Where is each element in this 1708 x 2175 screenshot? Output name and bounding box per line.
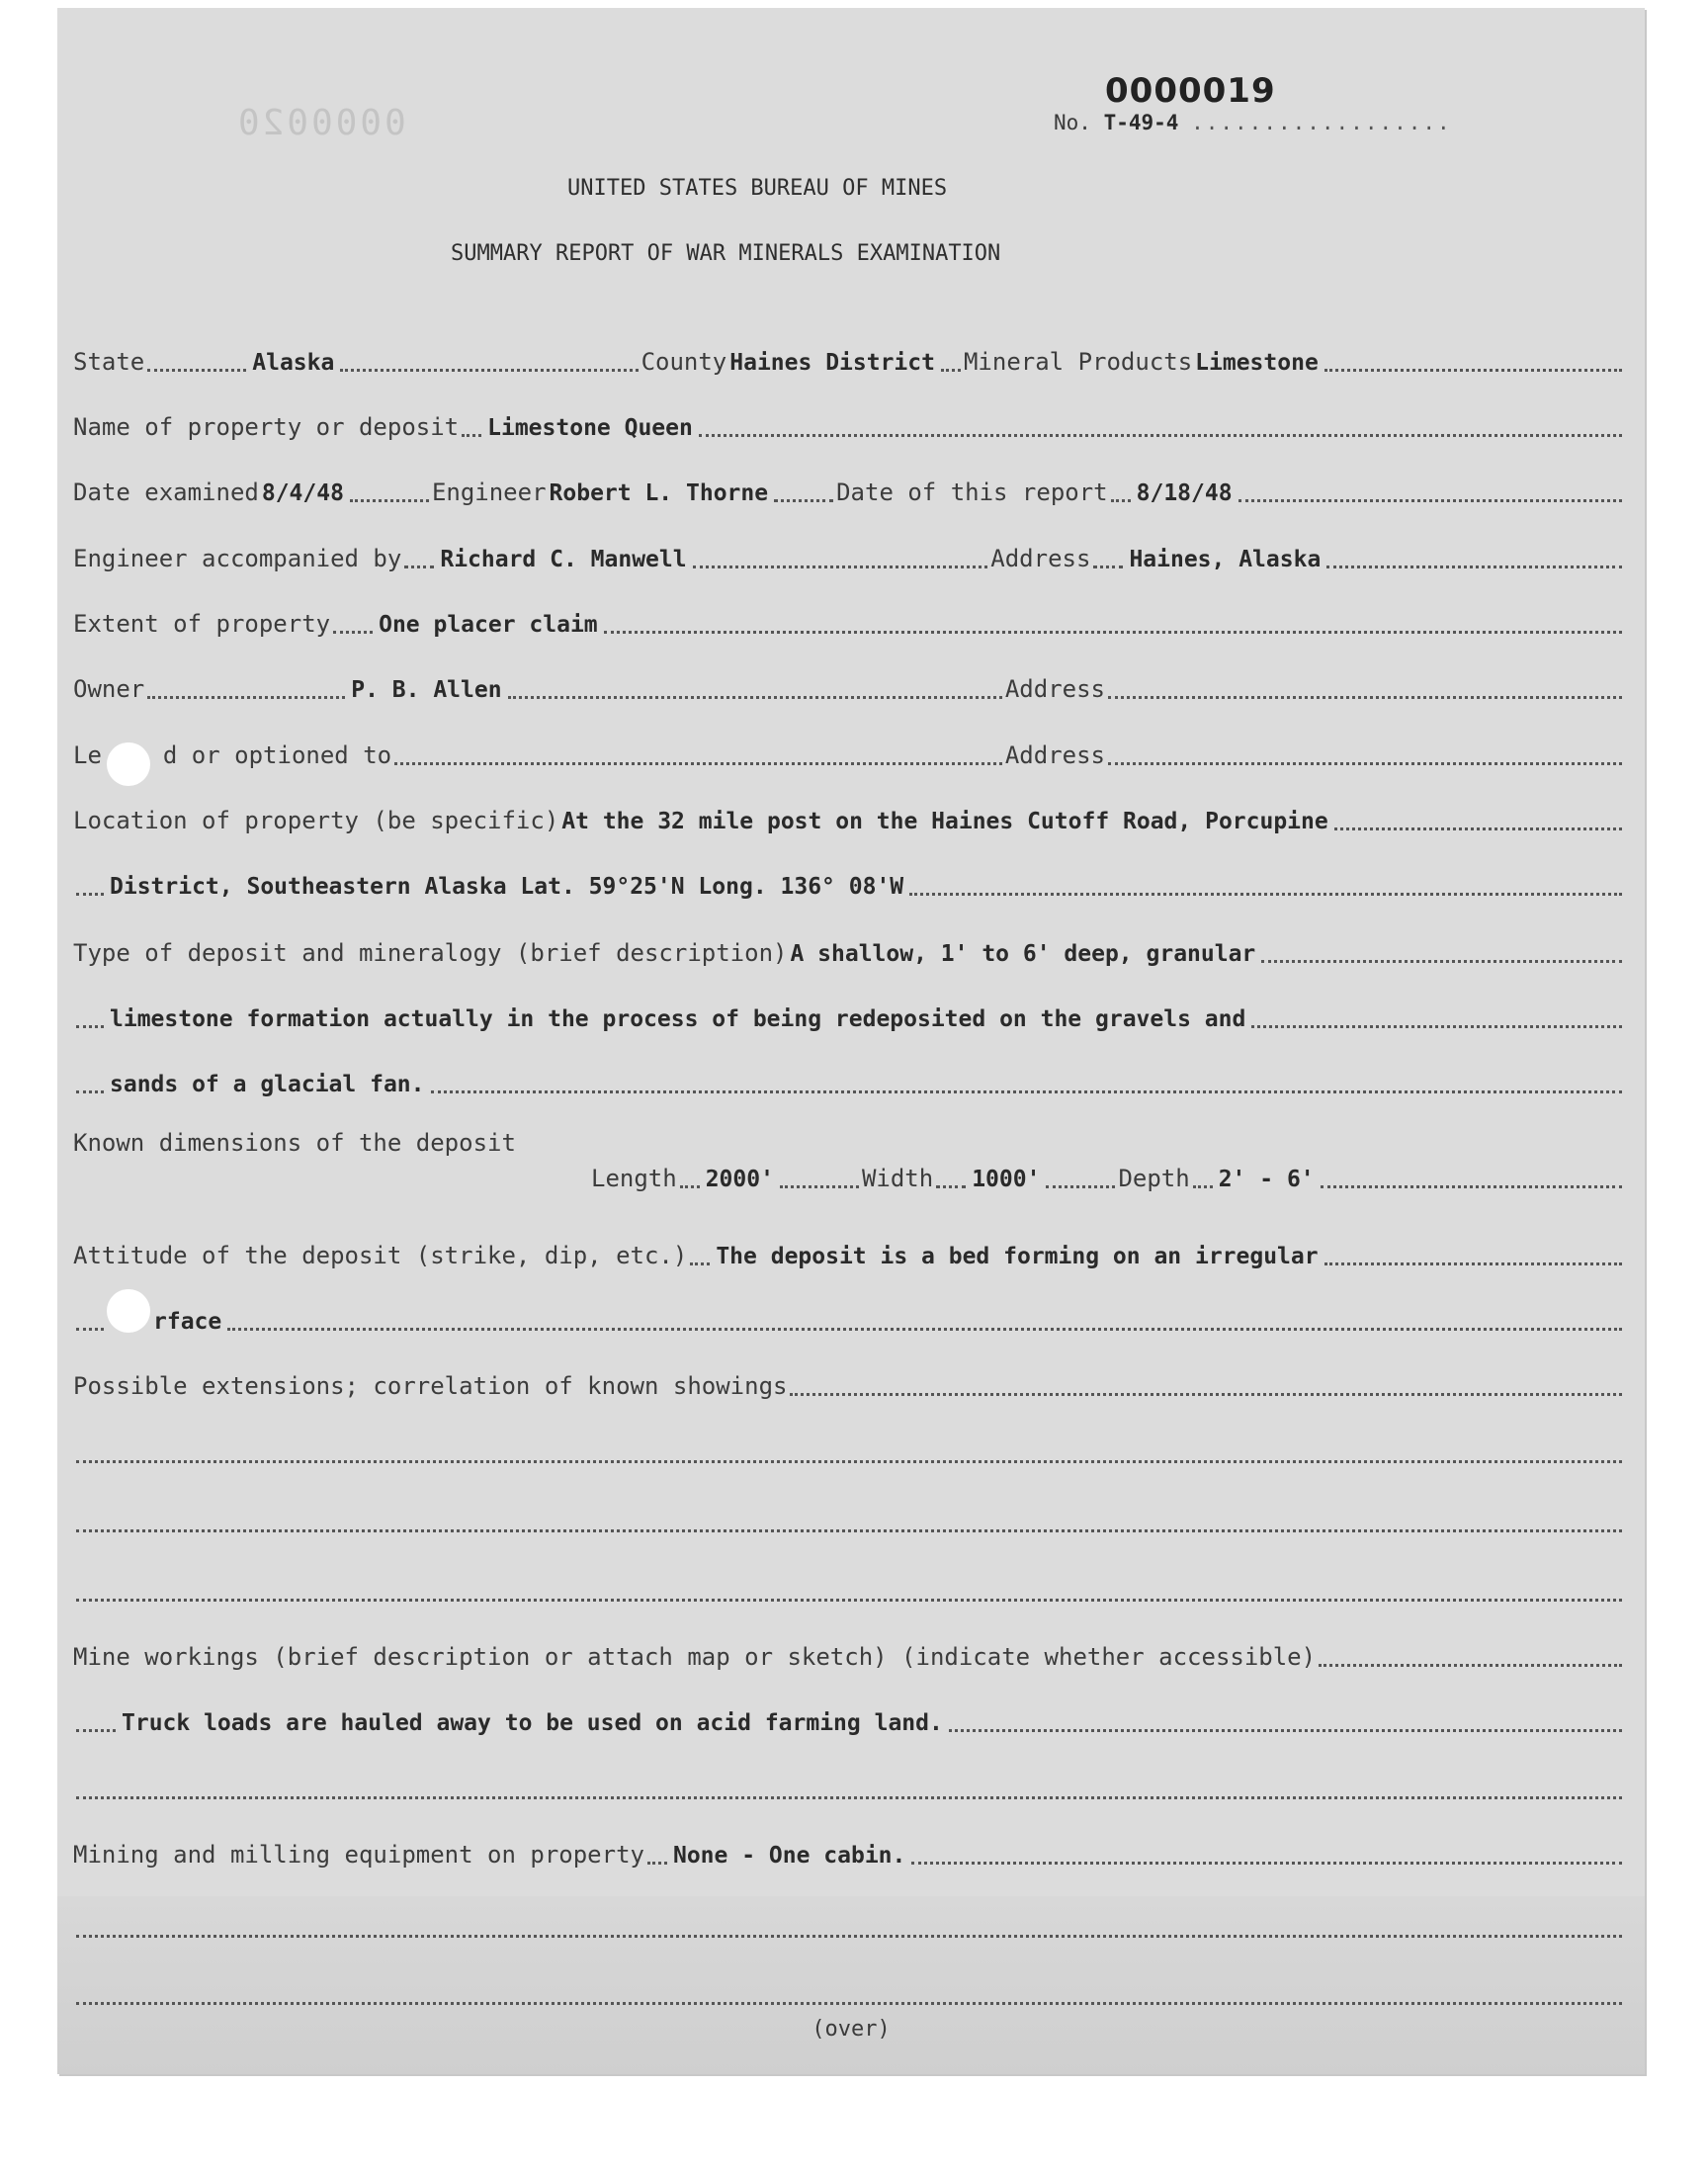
attitude-continuation-row — [73, 1299, 1625, 1335]
accompanied-row — [73, 537, 1625, 572]
accompanied-label: Engineer accompanied by — [73, 545, 402, 572]
engineer-value: Robert L. Thorne — [549, 480, 769, 506]
extensions-blank-line-1 — [73, 1432, 1625, 1467]
dimensions-row — [591, 1157, 1625, 1192]
equipment-row — [73, 1833, 1625, 1869]
state-county-row — [73, 340, 1625, 376]
deposit-type-value-line2: limestone formation actually in the process of being redeposited on the gravels and — [110, 1006, 1246, 1032]
deposit-type-continuation-row-1 — [73, 997, 1625, 1032]
workings-continuation-row — [73, 1700, 1625, 1736]
accompanied-address-label: Address — [990, 545, 1091, 572]
location-value-line2: District, Southeastern Alaska Lat. 59°25'N Long. 136° 08'W — [110, 874, 904, 900]
leased-label-end: d or optioned to — [162, 741, 392, 769]
owner-address-label: Address — [1004, 675, 1105, 703]
document-number-stamp: 0000019 — [1105, 71, 1276, 111]
workings-row — [73, 1635, 1625, 1671]
report-date-label: Date of this report — [836, 478, 1108, 506]
report-number: No. T-49-4 .................. — [1054, 111, 1452, 134]
width-label: Width — [861, 1165, 934, 1192]
location-value-line1: At the 32 mile post on the Haines Cutoff Road, Porcupine — [561, 809, 1328, 834]
location-continuation-row — [73, 864, 1625, 900]
deposit-type-value-line3: sands of a glacial fan. — [110, 1072, 425, 1097]
equipment-label: Mining and milling equipment on property — [73, 1841, 644, 1869]
report-title: SUMMARY REPORT OF WAR MINERALS EXAMINATION — [451, 241, 1001, 266]
owner-row — [73, 667, 1625, 703]
extensions-blank-line-3 — [73, 1570, 1625, 1606]
report-number-value: T-49-4 — [1103, 111, 1179, 134]
attitude-row — [73, 1234, 1625, 1269]
property-name-value: Limestone Queen — [487, 415, 693, 441]
attitude-label: Attitude of the deposit (strike, dip, etc.) — [73, 1242, 688, 1269]
dimensions-label: Known dimensions of the deposit — [73, 1129, 516, 1157]
date-examined-label: Date examined — [73, 478, 259, 506]
length-label: Length — [591, 1165, 677, 1192]
deposit-type-label: Type of deposit and mineralogy (brief description) — [73, 939, 788, 967]
over-note: (over) — [811, 2017, 891, 2042]
location-row — [73, 799, 1625, 834]
deposit-type-value-line1: A shallow, 1' to 6' deep, granular — [790, 941, 1256, 967]
leased-label-start: Le — [73, 741, 102, 769]
workings-blank-line — [73, 1768, 1625, 1803]
width-value: 1000' — [972, 1167, 1041, 1192]
bleed-through-stamp: 0000020 — [235, 103, 406, 143]
attitude-value-line1: The deposit is a bed forming on an irregular — [716, 1244, 1319, 1269]
date-examined-value: 8/4/48 — [261, 480, 344, 506]
equipment-blank-line-1 — [73, 1906, 1625, 1942]
owner-label: Owner — [73, 675, 145, 703]
accompanied-address-value: Haines, Alaska — [1129, 547, 1322, 572]
attitude-value-line2: rface — [153, 1309, 222, 1335]
leased-row — [73, 734, 1625, 769]
agency-heading: UNITED STATES BUREAU OF MINES — [567, 176, 948, 201]
workings-value: Truck loads are hauled away to be used on acid farming land. — [122, 1710, 943, 1736]
extensions-blank-line-2 — [73, 1501, 1625, 1536]
extent-label: Extent of property — [73, 610, 331, 638]
extensions-label: Possible extensions; correlation of known showings — [73, 1372, 788, 1400]
report-date-value: 8/18/48 — [1136, 480, 1233, 506]
depth-value: 2' - 6' — [1218, 1167, 1315, 1192]
deposit-type-row — [73, 931, 1625, 967]
accompanied-value: Richard C. Manwell — [440, 547, 687, 572]
dimensions-heading-row — [73, 1121, 1625, 1157]
state-label: State — [73, 348, 145, 376]
county-label: County — [640, 348, 727, 376]
equipment-blank-line-2 — [73, 1973, 1625, 2009]
engineer-label: Engineer — [431, 478, 547, 506]
property-name-row — [73, 405, 1625, 441]
location-label: Location of property (be specific) — [73, 807, 559, 834]
length-value: 2000' — [705, 1167, 774, 1192]
report-number-label: No. — [1054, 111, 1091, 134]
property-name-label: Name of property or deposit — [73, 413, 460, 441]
state-value: Alaska — [252, 350, 335, 376]
owner-value: P. B. Allen — [351, 677, 502, 703]
depth-label: Depth — [1118, 1165, 1190, 1192]
report-page — [57, 8, 1645, 2074]
date-engineer-row — [73, 471, 1625, 506]
deposit-type-continuation-row-2 — [73, 1062, 1625, 1097]
extent-row — [73, 602, 1625, 638]
mineral-products-label: Mineral Products — [963, 348, 1193, 376]
equipment-value: None - One cabin. — [672, 1843, 906, 1869]
leased-address-label: Address — [1004, 741, 1105, 769]
mineral-products-value: Limestone — [1195, 350, 1319, 376]
county-value: Haines District — [729, 350, 935, 376]
extensions-row — [73, 1364, 1625, 1400]
workings-label: Mine workings (brief description or attach map or sketch) (indicate whether accessible) — [73, 1643, 1317, 1671]
extent-value: One placer claim — [379, 612, 598, 638]
